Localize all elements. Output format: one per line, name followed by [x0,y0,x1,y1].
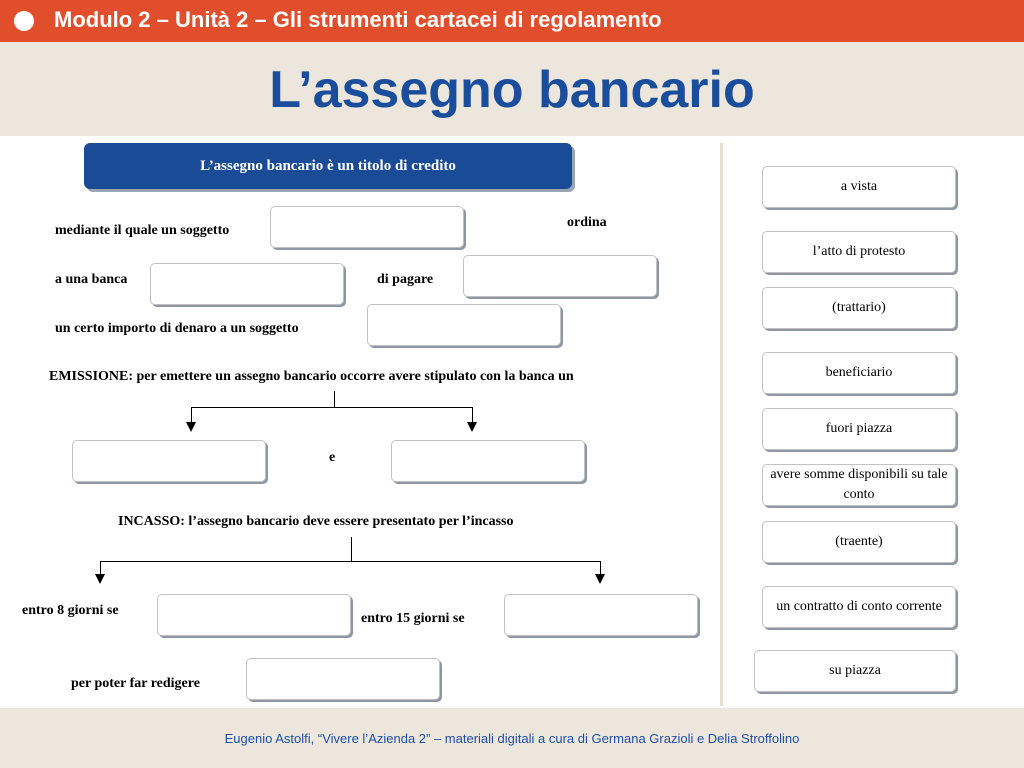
option-atto-protesto[interactable]: l’atto di protesto [762,231,956,273]
drop-slot-protesto[interactable] [246,658,440,700]
drop-slot-pagare[interactable] [463,255,657,297]
drop-slot-su-piazza[interactable] [157,594,351,636]
option-fuori-piazza[interactable]: fuori piazza [762,408,956,450]
connector-line [100,561,101,575]
drop-slot-banca[interactable] [150,263,344,305]
option-contratto-conto[interactable]: un contratto di conto corrente [762,586,956,628]
label-entro-15: entro 15 giorni se [361,611,465,626]
label-e: e [329,450,336,465]
connector-line [600,561,601,575]
label-incasso: INCASSO: l’assegno bancario deve essere presentato per l’incasso [118,514,514,529]
arrow-down-icon [95,574,105,584]
connector-line [351,537,352,562]
option-traente[interactable]: (traente) [762,521,956,563]
option-beneficiario[interactable]: beneficiario [762,352,956,394]
label-pagare: di pagare [377,272,434,287]
arrow-down-icon [467,422,477,432]
drop-slot-soggetto[interactable] [270,206,464,248]
arrow-down-icon [186,422,196,432]
bullet-circle-icon [14,11,34,31]
option-su-piazza[interactable]: su piazza [754,650,956,692]
label-mediante: mediante il quale un soggetto [55,223,230,238]
drop-slot-somme[interactable] [391,440,585,482]
connector-line [334,391,335,408]
drop-slot-contratto[interactable] [72,440,266,482]
connector-line [191,407,473,408]
option-trattario[interactable]: (trattario) [762,287,956,329]
footer-credit: Eugenio Astolfi, “Vivere l’Azienda 2” – materiali digitali a cura di Germana Grazioli e Delia Stroffolino [224,731,800,746]
label-importo: un certo importo di denaro a un soggetto [55,321,299,336]
option-somme-disponibili[interactable]: avere somme disponibili su tale conto [762,464,956,506]
label-ordina: ordina [567,215,607,230]
arrow-down-icon [595,574,605,584]
module-bar [0,0,1024,42]
vertical-divider [720,143,723,706]
label-entro-8: entro 8 giorni se [22,603,119,618]
label-protesto: per poter far redigere [71,676,200,691]
slide-title: L’assegno bancario [269,61,755,119]
connector-line [191,407,192,423]
label-banca: a una banca [55,272,128,287]
label-emissione: EMISSIONE: per emettere un assegno bancario occorre avere stipulato con la banca un [49,369,574,384]
module-title: Modulo 2 – Unità 2 – Gli strumenti cartacei di regolamento [54,7,662,32]
connector-line [472,407,473,423]
drop-slot-fuori-piazza[interactable] [504,594,698,636]
drop-slot-beneficiario[interactable] [367,304,561,346]
exercise-heading: L’assegno bancario è un titolo di credito [84,143,572,189]
connector-line [100,561,601,562]
option-a-vista[interactable]: a vista [762,166,956,208]
